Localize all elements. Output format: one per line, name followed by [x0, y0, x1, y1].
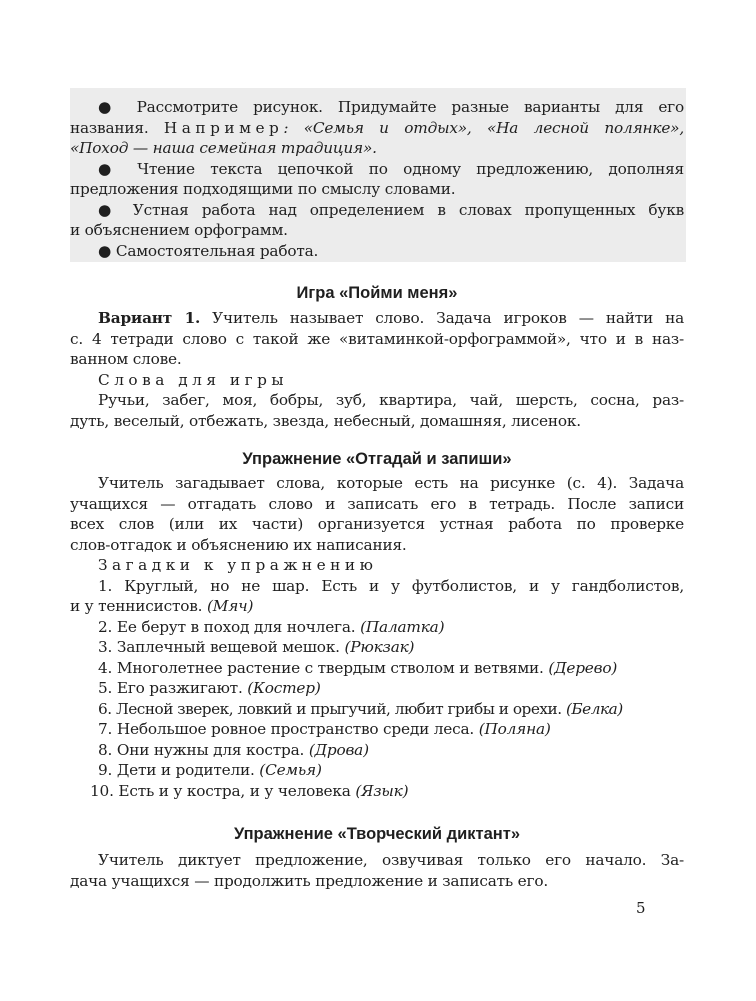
riddle-item: 1. Круглый, но не шар. Есть и у футболистов, и у гандболистов,	[98, 576, 684, 595]
paragraph-line: Учитель диктует предложение, озвучивая только его начало. За-	[98, 851, 684, 869]
text: 9. Дети и родители.	[98, 761, 260, 779]
italic-text: : «Семья и отдых», «На лесной полянке»,	[283, 118, 684, 137]
paragraph-line: всех слов (или их части) организуется устная работа по проверке	[70, 515, 684, 533]
paragraph-line: Ручьи, забег, моя, бобры, зуб, квартира, чай, шерсть, сосна, раз-	[98, 391, 684, 409]
section-heading: Упражнение «Творческий диктант»	[233, 825, 521, 843]
text: Рассмотрите рисунок. Придумайте разные варианты для его	[136, 98, 684, 116]
text: Устная работа над определением в словах пропущенных букв	[132, 200, 685, 219]
riddle-item	[70, 781, 684, 802]
intro-list	[70, 97, 684, 261]
riddle-item	[70, 719, 684, 740]
paragraph-line: слов-отгадок и объяснению их написания.	[70, 535, 407, 554]
riddle-item	[70, 658, 684, 679]
paragraph-line: учащихся — отгадать слово и записать его в тетрадь. После записи	[70, 494, 684, 513]
answer: (Мяч)	[206, 597, 254, 615]
exercise2-text	[70, 850, 684, 891]
exercise1-text	[70, 473, 684, 801]
text: названия.	[70, 118, 164, 137]
text: 8. Они нужны для костра.	[98, 740, 309, 759]
riddle-item	[70, 740, 684, 761]
subheading: Загадки к упражнению	[98, 556, 378, 574]
bullet-item-cont: предложения подходящими по смыслу словами.	[70, 180, 456, 198]
riddle-item	[70, 760, 684, 781]
section-heading: Упражнение «Отгадай и запиши»	[242, 450, 512, 468]
text: 10. Есть и у костра, и у человека	[90, 781, 356, 800]
bullet-item-cont	[70, 138, 684, 159]
game-text	[70, 308, 684, 431]
paragraph-line: дача учащихся — продолжить предложение и записать его.	[70, 871, 549, 890]
text: и у теннисистов.	[70, 597, 207, 615]
riddle-item	[70, 617, 684, 638]
answer: (Дрова)	[308, 740, 369, 759]
riddle-item	[70, 678, 684, 699]
answer: (Язык)	[355, 781, 409, 800]
paragraph-line: с. 4 тетради слово с такой же «витаминкой-орфограммой», что и в наз-	[70, 329, 684, 348]
text: 4. Многолетнее растение с твердым стволом и ветвями.	[98, 658, 549, 677]
section-heading: Игра «Пойми меня»	[296, 284, 458, 302]
variant-label: Вариант 1.	[98, 309, 201, 327]
bullet-item-cont	[70, 118, 684, 139]
bullet-item: ● Устная работа над определением в словах пропущенных букв	[98, 200, 685, 219]
paragraph-line	[70, 308, 684, 329]
text: 5. Его разжигают.	[98, 679, 248, 697]
spaced-text: Например	[163, 118, 284, 137]
riddle-item-cont	[70, 596, 684, 617]
text: 3. Заплечный вещевой мешок.	[98, 638, 345, 656]
answer: (Палатка)	[360, 617, 445, 636]
bullet-item: ● Рассмотрите рисунок. Придумайте разные варианты для его	[98, 98, 684, 116]
bullet-item: ● Чтение текста цепочкой по одному предложению, дополняя	[98, 159, 685, 178]
text: 6. Лесной зверек, ловкий и прыгучий, любит грибы и орехи.	[98, 699, 566, 718]
page-number: 5	[636, 899, 646, 917]
answer: (Поляна)	[478, 720, 551, 738]
riddle-item	[70, 637, 684, 658]
answer: (Рюкзак)	[344, 638, 415, 656]
text: 7. Небольшое ровное пространство среди леса.	[98, 720, 479, 738]
text: 2. Ее берут в поход для ночлега.	[98, 617, 361, 636]
text: Учитель называет слово. Задача игроков — найти на	[200, 309, 684, 327]
text: Чтение текста цепочкой по одному предложению, дополняя	[137, 159, 685, 178]
subheading: Слова для игры	[98, 370, 289, 389]
riddle-item	[70, 699, 684, 720]
paragraph-line: Учитель загадывает слова, которые есть на рисунке (с. 4). Задача	[98, 474, 684, 492]
bullet-item-cont: и объяснением орфограмм.	[70, 221, 288, 239]
paragraph-line: дуть, веселый, отбежать, звезда, небесный, домашняя, лисенок.	[70, 411, 581, 430]
answer: (Белка)	[565, 699, 623, 718]
answer: (Дерево)	[548, 658, 618, 677]
bullet-item: ● Самостоятельная работа.	[98, 241, 319, 260]
answer: (Семья)	[259, 761, 322, 779]
paragraph-line: ванном слове.	[70, 350, 182, 368]
text: Самостоятельная работа.	[115, 241, 319, 260]
italic-text: «Поход — наша семейная традиция».	[70, 139, 377, 157]
answer: (Костер)	[247, 679, 321, 697]
